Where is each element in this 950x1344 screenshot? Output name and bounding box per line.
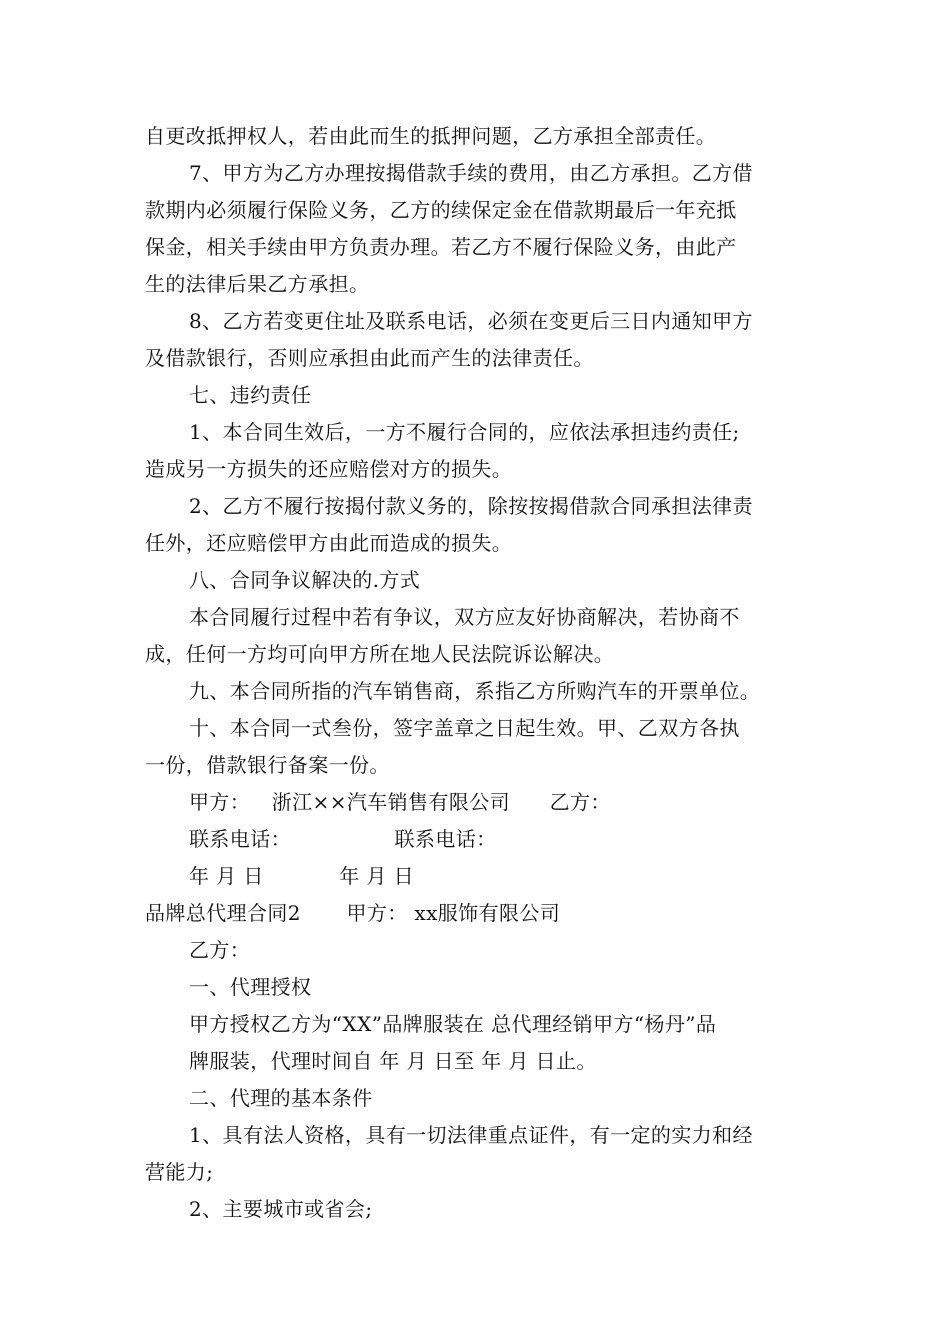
document-page: [145, 118, 809, 1228]
party-b-phone: 联系电话：: [394, 827, 497, 851]
text-line: 一份，借款银行备案一份。: [145, 753, 390, 777]
text-line: 保金，相关手续由甲方负责办理。若乙方不履行保险义务，由此产: [145, 235, 737, 259]
text-line: 成，任何一方均可向甲方所在地人民法院诉讼解决。: [145, 642, 615, 666]
section-heading: 二、代理的基本条件: [189, 1086, 373, 1110]
party-b-label: 乙方：: [549, 790, 611, 814]
text-line: 乙方：: [189, 938, 251, 962]
text-line: 甲方授权乙方为“XX”品牌服装在 总代理经销甲方“杨丹”品: [189, 1012, 717, 1036]
party-a-label: 甲方：: [189, 790, 251, 814]
text-line: 8、乙方若变更住址及联系电话，必须在变更后三日内通知甲方: [189, 309, 753, 333]
second-party-a: 甲方： xx服饰有限公司: [346, 901, 561, 925]
second-contract-title: 品牌总代理合同2: [145, 901, 301, 925]
section-heading: 七、违约责任: [189, 383, 312, 407]
signature-party-line: [145, 784, 809, 821]
party-a-date: 年 月 日: [189, 864, 264, 888]
text-line: 生的法律后果乙方承担。: [145, 272, 370, 296]
text-line: 造成另一方损失的还应赔偿对方的损失。: [145, 457, 513, 481]
text-line: 1、具有法人资格，具有一切法律重点证件，有一定的实力和经: [189, 1123, 753, 1147]
party-b-date: 年 月 日: [339, 864, 414, 888]
text-line: 款期内必须履行保险义务，乙方的续保定金在借款期最后一年充抵: [145, 198, 737, 222]
text-line: 任外，还应赔偿甲方由此而造成的损失。: [145, 531, 513, 555]
text-line: 及借款银行，否则应承担由此而产生的法律责任。: [145, 346, 594, 370]
text-line: 1、本合同生效后，一方不履行合同的，应依法承担违约责任;: [189, 420, 740, 444]
party-a-name: 浙江××汽车销售有限公司: [271, 790, 511, 814]
signature-date-line: [145, 858, 809, 895]
text-line: 十、本合同一式叁份，签字盖章之日起生效。甲、乙双方各执: [189, 716, 740, 740]
text-line: 2、乙方不履行按揭付款义务的，除按按揭借款合同承担法律责: [189, 494, 753, 518]
text-line: 营能力;: [145, 1160, 214, 1184]
section-heading: 一、代理授权: [189, 975, 312, 999]
second-contract-title-line: [145, 895, 809, 932]
signature-phone-line: [145, 821, 809, 858]
text-line: 7、甲方为乙方办理按揭借款手续的费用，由乙方承担。乙方借: [189, 161, 753, 185]
text-line: 牌服装，代理时间自 年 月 日至 年 月 日止。: [189, 1049, 597, 1073]
text-line: 2、主要城市或省会;: [189, 1197, 373, 1221]
text-line: 自更改抵押权人，若由此而生的抵押问题，乙方承担全部责任。: [145, 124, 717, 148]
party-a-phone: 联系电话：: [189, 827, 291, 851]
text-line: 九、本合同所指的汽车销售商，系指乙方所购汽车的开票单位。: [189, 679, 761, 703]
section-heading: 八、合同争议解决的.方式: [189, 568, 421, 592]
text-line: 本合同履行过程中若有争议，双方应友好协商解决，若协商不: [189, 605, 740, 629]
